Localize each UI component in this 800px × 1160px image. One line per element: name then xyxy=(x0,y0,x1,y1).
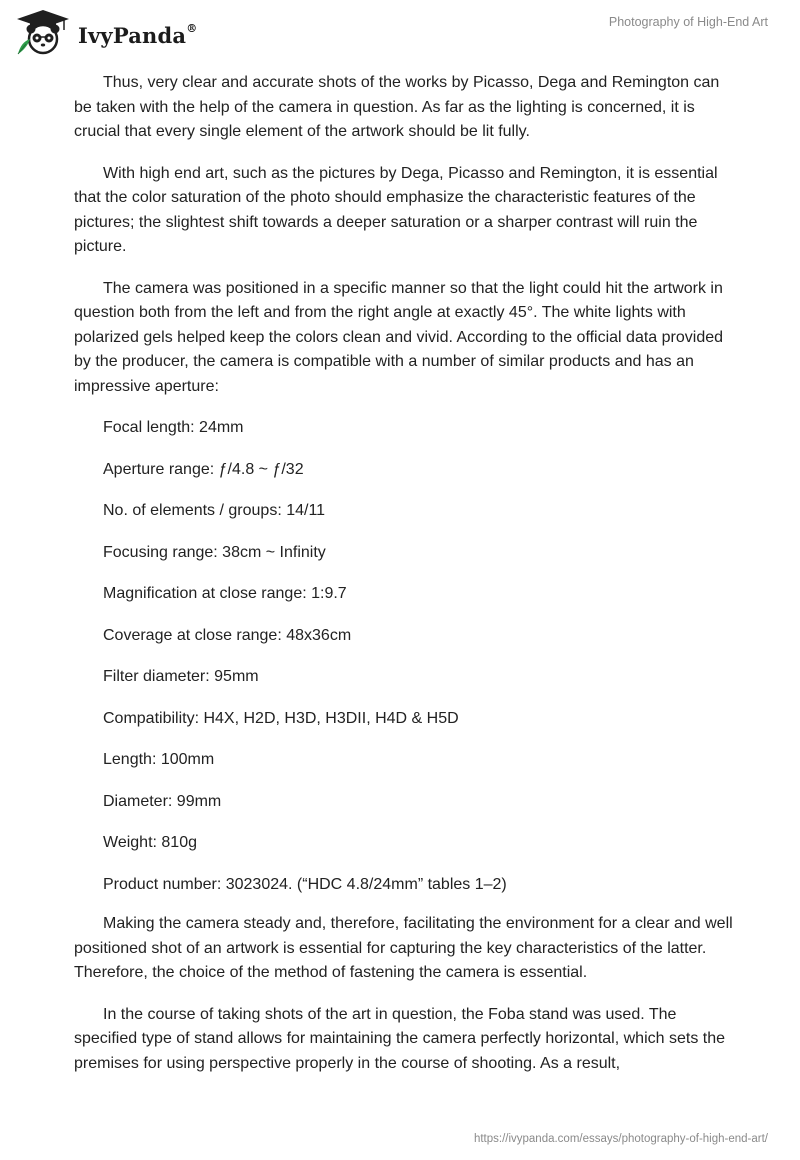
paragraph: Thus, very clear and accurate shots of the works by Picasso, Dega and Remington can be taken with the help of the camera in question. As far as the lighting is concerned, it is crucial that every single element of the artwork should be lit fully. xyxy=(74,74,720,140)
spec-item: No. of elements / groups: 14/11 xyxy=(103,502,326,519)
essay-body xyxy=(74,71,734,1093)
spec-item: Weight: 810g xyxy=(103,834,197,851)
paragraph: With high end art, such as the pictures by Dega, Picasso and Remington, it is essential that the color saturation of the photo should emphasize the characteristic features of the pictures; the slightest shift towards a deeper saturation or a sharper contrast will ruin the picture. xyxy=(74,164,718,255)
spec-item: Length: 100mm xyxy=(103,751,215,768)
spec-item: Product number: 3023024. (“HDC 4.8/24mm” tables 1–2) xyxy=(103,875,507,893)
source-url-link[interactable]: https://ivypanda.com/essays/photography-of-high-end-art/ xyxy=(473,1133,768,1145)
spec-item: Focal length: 24mm xyxy=(103,419,244,436)
spec-item: Diameter: 99mm xyxy=(103,792,222,810)
paragraph: Making the camera steady and, therefore, facilitating the environment for a clear and well positioned shot of an artwork is essential for capturing the key characteristics of the latter. Therefore, the choice of the method of fastening the camera is essential. xyxy=(74,915,733,981)
spec-item: Aperture range: ƒ/4.8 ~ ƒ/32 xyxy=(103,460,304,478)
spec-item: Compatibility: H4X, H2D, H3D, H3DII, H4D & H5D xyxy=(103,709,459,727)
brand-logo[interactable] xyxy=(14,8,197,58)
spec-item: Filter diameter: 95mm xyxy=(103,668,259,685)
document-title: Photography of High-End Art xyxy=(608,15,768,29)
panda-graduate-icon xyxy=(14,8,72,58)
spec-item: Magnification at close range: 1:9.7 xyxy=(103,585,347,602)
paragraph: In the course of taking shots of the art in question, the Foba stand was used. The specified type of stand allows for maintaining the camera perfectly horizontal, which sets the premises for using perspective properly in the course of shooting. As a result, xyxy=(74,1005,725,1072)
spec-item: Coverage at close range: 48x36cm xyxy=(103,626,352,644)
page-header xyxy=(0,0,800,64)
spec-list xyxy=(74,416,734,914)
brand-name: IvyPanda® xyxy=(78,21,198,48)
spec-item: Focusing range: 38cm ~ Infinity xyxy=(103,543,326,561)
paragraph: The camera was positioned in a specific manner so that the light could hit the artwork in question both from the left and from the right angle at exactly 45°. The white lights with polarized gels helped keep the colors clean and vivid. According to the official data provided by the producer, the camera is compatible with a number of similar products and has an impressive aperture: xyxy=(74,279,724,395)
